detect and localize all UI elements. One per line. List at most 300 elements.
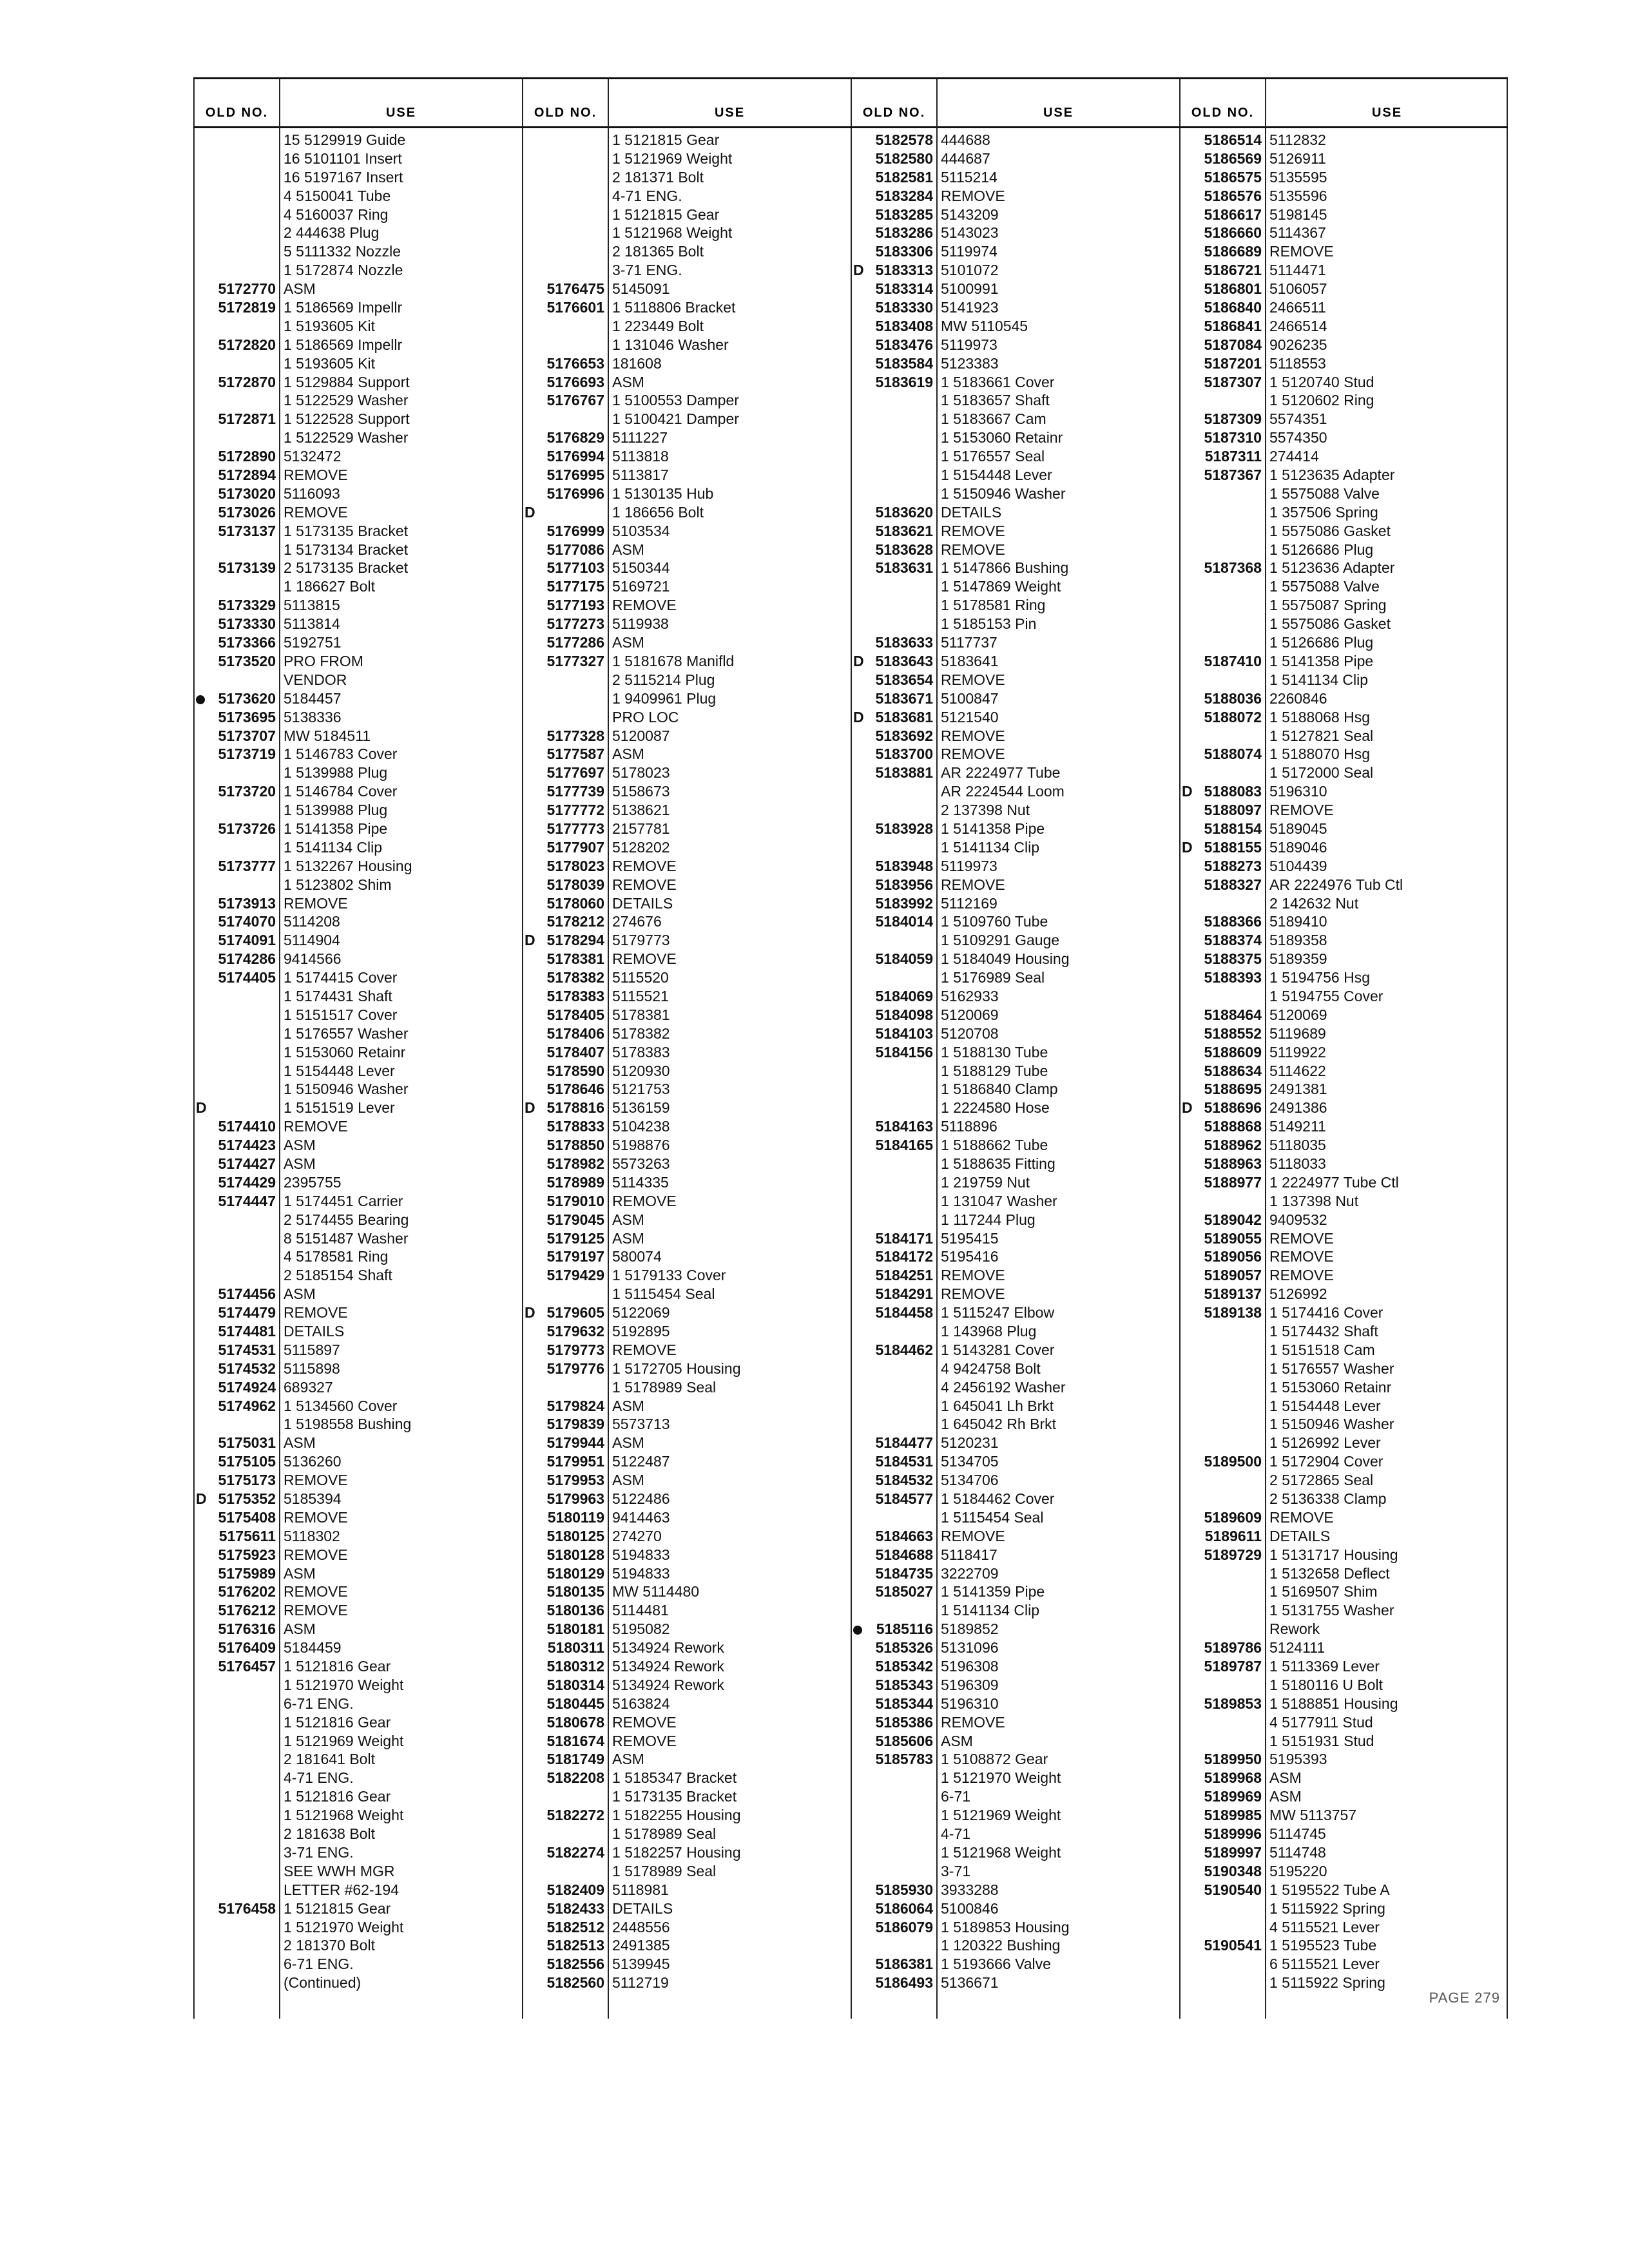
- old-number: 5178406: [546, 1024, 604, 1042]
- table-row: [193, 1546, 522, 1564]
- old-number: 5172820: [218, 336, 276, 353]
- old-number: 5188375: [1204, 950, 1262, 968]
- use-entry: 4-71 ENG.: [612, 187, 682, 204]
- use-entry: 5112719: [612, 1974, 669, 1992]
- table-row: [1179, 1155, 1508, 1173]
- use-entry: 5196308: [941, 1658, 999, 1675]
- table-row: [851, 410, 1179, 428]
- use-entry: 1 5181678 Manifld: [612, 652, 735, 669]
- use-entry: 1 186656 Bolt: [612, 503, 704, 521]
- table-row: [1179, 633, 1508, 652]
- old-number: 5182433: [546, 1899, 604, 1917]
- old-number: 5189853: [1204, 1695, 1262, 1712]
- table-row: [1179, 1211, 1508, 1229]
- use-entry: 1 5141134 Clip: [941, 838, 1040, 856]
- table-row: [522, 894, 851, 913]
- use-entry: 5115214: [941, 168, 998, 186]
- use-entry: 5111227: [612, 429, 668, 447]
- table-row: [851, 280, 1179, 298]
- table-row: [193, 149, 522, 168]
- use-entry: 5178383: [612, 1043, 670, 1061]
- use-entry: 580074: [612, 1248, 662, 1265]
- use-entry: 1 5121970 Weight: [284, 1676, 404, 1693]
- old-number: 5188374: [1204, 932, 1262, 949]
- table-row: [522, 1303, 851, 1322]
- use-entry: 5121540: [941, 708, 999, 726]
- use-entry: 2 5173135 Bracket: [284, 559, 409, 577]
- table-row: [851, 745, 1179, 764]
- old-number: 5172871: [218, 410, 276, 428]
- use-entry: 4 9424758 Bolt: [941, 1360, 1041, 1377]
- old-number: 5188393: [1204, 969, 1262, 986]
- table-row: [522, 485, 851, 503]
- table-row: [522, 1732, 851, 1751]
- table-row: [522, 373, 851, 392]
- use-entry: 1 5134560 Cover: [284, 1397, 398, 1414]
- old-number: 5175352: [218, 1490, 276, 1508]
- old-number: 5187367: [1204, 466, 1262, 484]
- table-row: [851, 206, 1179, 224]
- use-entry: 1 5150946 Washer: [941, 485, 1066, 502]
- use-entry: 5114622: [1269, 1062, 1326, 1079]
- use-entry: 5106057: [1269, 280, 1327, 298]
- table-row: [193, 968, 522, 987]
- table-row: [522, 1285, 851, 1303]
- use-entry: 4-71 ENG.: [284, 1769, 354, 1787]
- old-number: 5183476: [875, 336, 933, 353]
- old-number: 5173777: [218, 857, 276, 874]
- table-row: [522, 615, 851, 633]
- use-entry: 1 5100421 Damper: [612, 410, 739, 428]
- use-entry: 5112169: [941, 894, 998, 912]
- use-entry: 1 5193666 Valve: [941, 1956, 1051, 1973]
- table-row: [193, 1862, 522, 1881]
- table-row: [1179, 652, 1508, 671]
- use-entry: 1 5178989 Seal: [612, 1378, 717, 1396]
- use-entry: 1 5121815 Gear: [612, 206, 720, 223]
- old-number: 5173026: [218, 503, 276, 521]
- use-entry: 1 5178989 Seal: [612, 1862, 717, 1879]
- use-entry: 1 5178581 Ring: [941, 597, 1046, 614]
- old-number: 5188977: [1204, 1173, 1262, 1191]
- old-number: 5182578: [875, 131, 933, 148]
- page-number: PAGE 279: [1429, 1990, 1500, 2006]
- table-row: [851, 1322, 1179, 1341]
- use-entry: 1 5186569 Impellr: [284, 299, 403, 316]
- use-entry: 1 5575088 Valve: [1269, 485, 1380, 502]
- table-row: [1179, 596, 1508, 615]
- use-entry: 1 5131755 Washer: [1269, 1602, 1394, 1619]
- use-entry: 1 5121968 Weight: [612, 224, 733, 242]
- use-entry: 5189045: [1269, 820, 1327, 837]
- old-number: 5173329: [218, 597, 276, 614]
- table-row: [1179, 187, 1508, 206]
- table-row: [522, 689, 851, 708]
- use-entry: 689327: [284, 1378, 333, 1396]
- table-row: [522, 559, 851, 577]
- old-number: 5188464: [1204, 1006, 1262, 1023]
- table-row: [851, 1601, 1179, 1620]
- table-row: [522, 1676, 851, 1695]
- use-entry: 5123383: [941, 354, 999, 372]
- use-entry: 1 5176989 Seal: [941, 969, 1045, 986]
- old-number: 5184462: [875, 1341, 933, 1358]
- table-row: [193, 1899, 522, 1918]
- use-entry: 5138336: [284, 708, 342, 726]
- old-number: 5178039: [546, 876, 604, 893]
- row-list: [851, 131, 1179, 1992]
- use-entry: 4 2456192 Washer: [941, 1378, 1066, 1396]
- old-number: 5174532: [218, 1360, 276, 1377]
- old-number: 5179839: [546, 1416, 604, 1433]
- table-row: [1179, 149, 1508, 168]
- table-row: [522, 1527, 851, 1546]
- use-entry: 181608: [612, 354, 662, 372]
- table-row: [193, 1285, 522, 1303]
- row-marker: D: [196, 1490, 207, 1508]
- row-marker: D: [525, 1304, 535, 1321]
- use-entry: 9414566: [284, 950, 342, 968]
- use-entry: ASM: [284, 280, 316, 298]
- header-old-no: OLD NO.: [862, 106, 926, 120]
- table-row: [1179, 1099, 1508, 1117]
- row-marker: D: [853, 652, 864, 669]
- old-number: 5186689: [1204, 243, 1262, 260]
- table-row: [851, 764, 1179, 782]
- old-number: 5180125: [546, 1527, 604, 1544]
- table-row: [193, 1955, 522, 1974]
- use-entry: 5149211: [1269, 1118, 1326, 1135]
- old-number: 5183643: [875, 652, 933, 669]
- table-row: [1179, 1750, 1508, 1769]
- table-row: [522, 1657, 851, 1676]
- use-entry: 1 131047 Washer: [941, 1192, 1057, 1209]
- table-row: [1179, 1508, 1508, 1527]
- old-number: 5189787: [1204, 1658, 1262, 1675]
- table-row: [193, 1434, 522, 1452]
- old-number: 5186840: [1204, 299, 1262, 316]
- old-number: 5187201: [1204, 354, 1262, 372]
- use-entry: 1 5180116 U Bolt: [1269, 1676, 1383, 1693]
- use-entry: 5118302: [284, 1527, 340, 1544]
- table-row: [1179, 968, 1508, 987]
- table-row: [193, 727, 522, 745]
- use-entry: 1 5188635 Fitting: [941, 1155, 1055, 1172]
- table-row: [1179, 1862, 1508, 1881]
- table-row: [193, 187, 522, 206]
- old-number: 5180312: [546, 1658, 604, 1675]
- row-list: [522, 131, 851, 1992]
- use-entry: ASM: [612, 1472, 644, 1489]
- table-row: [522, 950, 851, 968]
- old-number: 5188327: [1204, 876, 1262, 893]
- table-row: [1179, 1471, 1508, 1490]
- old-number: 5189729: [1204, 1546, 1262, 1563]
- use-entry: 1 5188851 Housing: [1269, 1695, 1398, 1712]
- table-row: [851, 224, 1179, 242]
- use-entry: 2 181641 Bolt: [284, 1751, 375, 1768]
- table-row: [1179, 820, 1508, 838]
- old-number: 5172770: [218, 280, 276, 298]
- old-number: 5188695: [1204, 1081, 1262, 1098]
- column-header: [851, 95, 1179, 128]
- use-entry: 5143209: [941, 206, 999, 223]
- header-use: USE: [385, 106, 417, 120]
- use-entry: 1 5121969 Weight: [941, 1807, 1061, 1824]
- old-number: 5178646: [546, 1081, 604, 1098]
- use-entry: 1 5182255 Housing: [612, 1807, 741, 1824]
- table-row: [193, 1378, 522, 1397]
- use-entry: 5573263: [612, 1155, 670, 1172]
- table-row: [522, 131, 851, 149]
- table-row: [1179, 485, 1508, 503]
- table-row: [193, 559, 522, 577]
- old-number: 5182274: [546, 1843, 604, 1861]
- old-number: 5183928: [875, 820, 933, 837]
- old-number: 5173707: [218, 727, 276, 744]
- use-entry: 5100847: [941, 689, 999, 707]
- use-entry: 1 5126686 Plug: [1269, 541, 1374, 558]
- table-row: [522, 1211, 851, 1229]
- table-row: [1179, 1769, 1508, 1787]
- table-row: [522, 1918, 851, 1937]
- old-number: 5185343: [875, 1676, 933, 1693]
- use-entry: 5118033: [1269, 1155, 1326, 1172]
- use-entry: 5136260: [284, 1453, 342, 1470]
- use-entry: 1 5146783 Cover: [284, 745, 398, 763]
- use-entry: 5131096: [941, 1639, 999, 1657]
- table-row: [1179, 298, 1508, 317]
- table-row: [851, 1695, 1179, 1713]
- use-entry: 5138621: [612, 802, 670, 819]
- row-marker: D: [196, 1099, 207, 1117]
- old-number: 5188083: [1204, 783, 1262, 800]
- old-number: 5189985: [1204, 1807, 1262, 1824]
- use-entry: REMOVE: [1269, 1508, 1334, 1526]
- table-row: [1179, 1006, 1508, 1024]
- old-number: 5182409: [546, 1881, 604, 1898]
- use-entry: 1 5121815 Gear: [612, 131, 720, 148]
- table-row: [1179, 727, 1508, 745]
- use-entry: 5196310: [941, 1695, 999, 1712]
- use-entry: 1 5131717 Housing: [1269, 1546, 1398, 1563]
- use-entry: 1 5188070 Hsg: [1269, 745, 1371, 763]
- old-number: 5190541: [1204, 1937, 1262, 1954]
- table-row: [522, 1564, 851, 1583]
- use-entry: 2466514: [1269, 317, 1327, 334]
- use-entry: 5194833: [612, 1564, 670, 1582]
- use-entry: 2 5185154 Shaft: [284, 1267, 392, 1284]
- old-number: 5185606: [875, 1732, 933, 1749]
- old-number: 5177907: [546, 838, 604, 856]
- old-number: 5174962: [218, 1397, 276, 1414]
- table-row: [193, 541, 522, 559]
- old-number: 5189611: [1204, 1527, 1262, 1544]
- old-number: 5186569: [1204, 149, 1262, 167]
- old-number: 5174924: [218, 1378, 276, 1396]
- table-row: [1179, 261, 1508, 280]
- use-entry: 1 5173135 Bracket: [612, 1788, 737, 1805]
- old-number: 5174405: [218, 969, 276, 986]
- old-number: 5190348: [1204, 1862, 1262, 1879]
- old-number: 5176996: [546, 485, 604, 502]
- use-entry: 1 186627 Bolt: [284, 578, 375, 595]
- use-entry: 5118896: [941, 1118, 998, 1135]
- old-number: 5182512: [546, 1918, 604, 1936]
- old-number: 5180678: [546, 1713, 604, 1731]
- table-row: [522, 149, 851, 168]
- old-number: 5176767: [546, 392, 604, 409]
- old-number: 5188868: [1204, 1118, 1262, 1135]
- old-number: 5185326: [875, 1639, 933, 1657]
- table-row: [1179, 1546, 1508, 1564]
- use-entry: 2395755: [284, 1173, 342, 1191]
- old-number: 5177327: [546, 652, 604, 669]
- old-number: 5176829: [546, 429, 604, 447]
- table-row: [522, 206, 851, 224]
- old-number: 5189057: [1204, 1267, 1262, 1284]
- table-row: [851, 1303, 1179, 1322]
- old-number: 5174481: [218, 1323, 276, 1340]
- table-row: [193, 876, 522, 894]
- table-row: [522, 671, 851, 689]
- old-number: 5174479: [218, 1304, 276, 1321]
- old-number: 5183948: [875, 857, 933, 874]
- use-entry: 1 5174451 Carrier: [284, 1192, 403, 1209]
- use-entry: 1 5141358 Pipe: [284, 820, 388, 837]
- table-row: [851, 1192, 1179, 1211]
- use-entry: 1 5121970 Weight: [284, 1918, 404, 1936]
- table-row: [193, 1229, 522, 1248]
- use-entry: 1 5121816 Gear: [284, 1658, 391, 1675]
- row-list: [1179, 131, 1508, 1992]
- table-row: [851, 559, 1179, 577]
- table-row: [1179, 1024, 1508, 1043]
- old-number: 5186079: [875, 1918, 933, 1936]
- table-row: [522, 1229, 851, 1248]
- table-row: [522, 261, 851, 280]
- use-entry: 1 5100553 Damper: [612, 392, 739, 409]
- use-entry: 5158673: [612, 783, 670, 800]
- table-row: [193, 1676, 522, 1695]
- table-row: [851, 1229, 1179, 1248]
- use-entry: 1 5108872 Gear: [941, 1751, 1048, 1768]
- old-number: 5184531: [875, 1453, 933, 1470]
- table-row: [851, 466, 1179, 485]
- use-entry: 15 5129919 Guide: [284, 131, 406, 148]
- table-row: [851, 1043, 1179, 1062]
- table-row: [193, 1936, 522, 1955]
- old-number: 5187307: [1204, 373, 1262, 390]
- use-entry: 1 5173135 Bracket: [284, 522, 409, 539]
- old-number: 5188962: [1204, 1137, 1262, 1154]
- old-number: 5174456: [218, 1285, 276, 1303]
- use-entry: 1 5121816 Gear: [284, 1788, 391, 1805]
- old-number: 5188963: [1204, 1155, 1262, 1172]
- table-row: [851, 1974, 1179, 1992]
- table-row: [851, 1211, 1179, 1229]
- old-number: 5176212: [218, 1602, 276, 1619]
- use-entry: 1 5150946 Washer: [1269, 1416, 1394, 1433]
- table-row: [193, 131, 522, 149]
- old-number: 5185027: [875, 1583, 933, 1600]
- use-entry: 2 5172865 Seal: [1269, 1472, 1374, 1489]
- use-entry: REMOVE: [284, 503, 348, 521]
- row-marker: D: [1182, 783, 1193, 800]
- table-row: [851, 1620, 1179, 1639]
- table-row: [851, 1024, 1179, 1043]
- table-row: [1179, 1936, 1508, 1955]
- use-entry: 1 5176557 Washer: [1269, 1360, 1394, 1377]
- table-row: [193, 1192, 522, 1211]
- use-entry: 5126992: [1269, 1285, 1327, 1303]
- table-row: [193, 242, 522, 261]
- table-row: [851, 1080, 1179, 1099]
- old-number: 5189609: [1204, 1508, 1262, 1526]
- use-entry: REMOVE: [284, 894, 348, 912]
- old-number: 5186493: [875, 1974, 933, 1992]
- use-entry: 5189852: [941, 1620, 999, 1638]
- use-entry: 2260846: [1269, 689, 1327, 707]
- old-number: 5175989: [218, 1564, 276, 1582]
- use-entry: 1 5121969 Weight: [284, 1732, 404, 1749]
- use-entry: 1 5575087 Spring: [1269, 597, 1387, 614]
- old-number: 5189996: [1204, 1825, 1262, 1843]
- table-row: [522, 1713, 851, 1732]
- use-entry: 1 137398 Nut: [1269, 1192, 1359, 1209]
- use-entry: 1 5115922 Spring: [1269, 1974, 1385, 1992]
- old-number: 5178383: [546, 987, 604, 1004]
- old-number: 5174091: [218, 932, 276, 949]
- use-entry: 5115521: [612, 987, 669, 1004]
- table-row: [193, 1527, 522, 1546]
- old-number: 5189055: [1204, 1229, 1262, 1247]
- old-number: 5180311: [547, 1639, 604, 1657]
- old-number: 5183330: [875, 299, 933, 316]
- use-entry: 1 5121969 Weight: [612, 149, 733, 167]
- table-row: [851, 1117, 1179, 1136]
- use-entry: 5126911: [1269, 149, 1326, 167]
- table-row: [851, 317, 1179, 336]
- table-row: [851, 912, 1179, 931]
- use-entry: 5134924 Rework: [612, 1658, 724, 1675]
- table-row: [522, 876, 851, 894]
- table-row: [851, 1136, 1179, 1155]
- column-header: [1179, 95, 1508, 128]
- old-number: 5182272: [546, 1807, 604, 1824]
- table-row: [851, 1173, 1179, 1192]
- row-marker: D: [853, 262, 864, 279]
- old-number: 5181674: [546, 1732, 604, 1749]
- old-number: 5173020: [218, 485, 276, 502]
- table-row: [193, 782, 522, 801]
- use-entry: ASM: [612, 1397, 644, 1414]
- use-entry: 1 5120740 Stud: [1269, 373, 1374, 390]
- old-number: 5189042: [1204, 1211, 1262, 1228]
- row-marker: D: [1182, 838, 1193, 856]
- use-entry: ASM: [612, 1434, 644, 1452]
- old-number: 5183584: [875, 354, 933, 372]
- old-number: 5184103: [875, 1024, 933, 1042]
- use-entry: 1 357506 Spring: [1269, 503, 1378, 521]
- table-grid: [193, 77, 1508, 2019]
- use-entry: 1 5151517 Cover: [284, 1006, 398, 1023]
- table-row: [193, 1136, 522, 1155]
- use-entry: 1 5122528 Support: [284, 410, 410, 428]
- use-entry: ASM: [284, 1434, 316, 1452]
- column-2: [522, 79, 851, 2019]
- use-entry: 5113815: [284, 597, 340, 614]
